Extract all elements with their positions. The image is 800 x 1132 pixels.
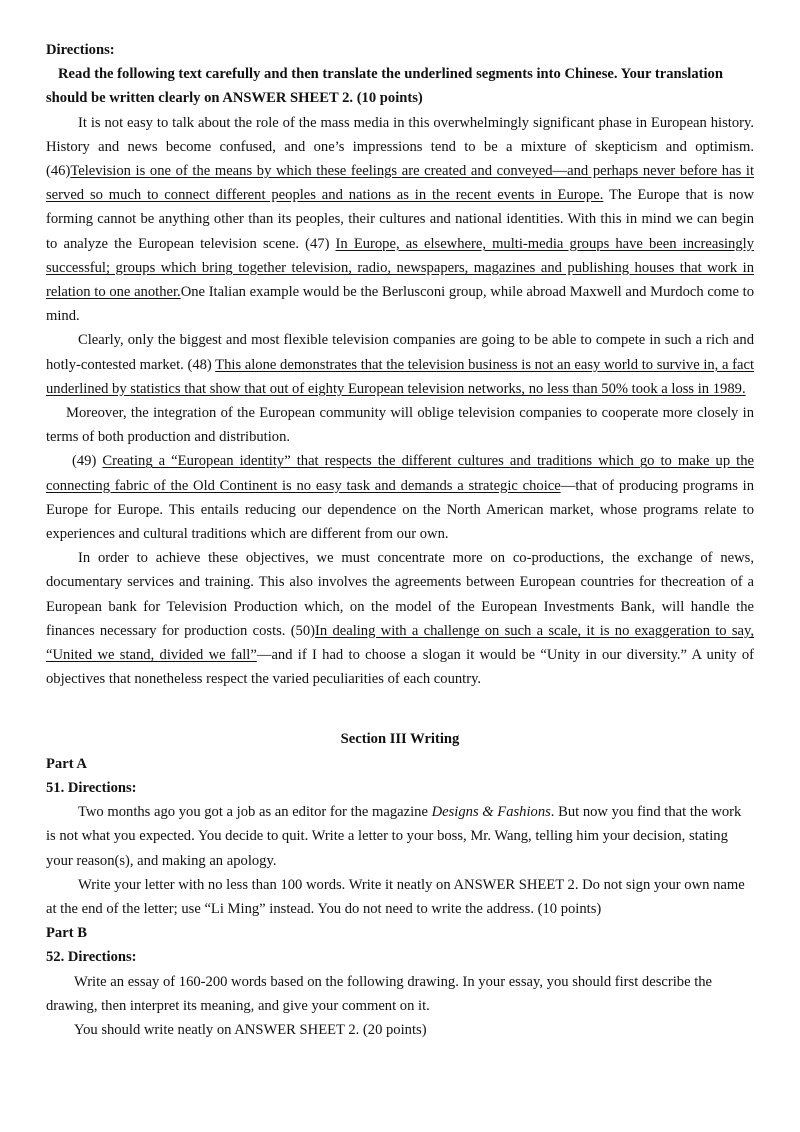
passage-paragraph-5 — [46, 546, 754, 691]
q51-text-a: Two months ago you got a job as an editor for the magazine — [78, 804, 432, 821]
p4-text-a: (49) — [72, 453, 103, 470]
p2-text-a: Clearly, only the biggest and most flexible television companies are going to be able to compete in such a rich and hotly-contested market. (48) — [46, 332, 754, 373]
section-title: Section III Writing — [340, 731, 460, 748]
passage-paragraph-4 — [46, 449, 754, 546]
magazine-title: Designs & Fashions — [431, 804, 551, 821]
q51-paragraph-1 — [46, 800, 754, 873]
underlined-segment-48: This alone demonstrates that the television business is not an easy world to survive in, a fact underlined by statistics that show that out of eighty European television networks, no less than 50% took a loss in 1989. — [46, 356, 754, 397]
p1-text-b: The Europe that is now forming cannot be anything other than its peoples, their cultures and national identities. With this in mind we can begin to analyze the European television scene. (47) — [46, 187, 754, 252]
directions-heading: Directions: — [46, 42, 115, 58]
q51-heading: 51. Directions: — [46, 779, 137, 796]
p1-text-a: It is not easy to talk about the role of the mass media in this overwhelmingly significant phase in European history. History and news become confused, and one’s impressions tend to be a mixture of skepticism and optimism. (46) — [46, 114, 754, 180]
directions-body: Read the following text carefully and then translate the underlined segments into Chinese. Your translation should be written clearly on ANSWER SHEET 2. (10 points) — [46, 66, 723, 107]
underlined-segment-47: In Europe, as elsewhere, multi-media groups have been increasingly successful; groups which bring together television, radio, newspapers, magazines and publishing houses that work in relation to one another. — [46, 235, 754, 301]
passage-paragraph-3: Moreover, the integration of the European community will oblige television companies to cooperate more closely in terms of both production and distribution. — [46, 405, 754, 446]
p5-text-b: —and if I had to choose a slogan it would be “Unity in our diversity.” A unity of objectives that nonetheless respect the varied peculiarities of each country. — [46, 647, 754, 688]
q52-heading: 52. Directions: — [46, 949, 137, 966]
p4-text-b: —that of producing programs in Europe for Europe. This entails reducing our dependence on the North American market, whose programs relate to experiences and cultural traditions which are different from our own. — [46, 477, 754, 543]
underlined-segment-49: Creating a “European identity” that respects the different cultures and traditions which go to make up the connecting fabric of the Old Continent is no easy task and demands a strategic choice — [46, 453, 754, 494]
q52-paragraph-2: You should write neatly on ANSWER SHEET 2. (20 points) — [74, 1021, 427, 1038]
q52-paragraph-1: Write an essay of 160-200 words based on the following drawing. In your essay, you should first describe the drawing, then interpret its meaning, and give your comment on it. — [46, 973, 713, 1014]
q51-text-b: . But now you find that the work is not what you expected. You decide to quit. Write a letter to your boss, Mr. Wang, telling him your decision, stating your reason(s), and making an apology. — [46, 804, 742, 869]
p1-text-c: One Italian example would be the Berlusconi group, while abroad Maxwell and Murdoch come to mind. — [46, 284, 754, 325]
passage-paragraph-1 — [46, 111, 754, 329]
underlined-segment-46: Television is one of the means by which these feelings are created and conveyed—and perhaps never before has it served so much to connect different peoples and nations as in the recent events in Europe. — [46, 163, 754, 204]
q51-paragraph-2: Write your letter with no less than 100 words. Write it neatly on ANSWER SHEET 2. Do not sign your own name at the end of the letter; use “Li Ming” instead. You do not need to write the address. (10 points) — [46, 876, 745, 917]
part-a-heading: Part A — [46, 755, 87, 772]
passage-paragraph-2 — [46, 328, 754, 401]
p5-text-a: In order to achieve these objectives, we must concentrate more on co-productions, the exchange of news, documentary services and training. This also involves the agreements between European countries for thecreation of a European bank for Television Production which, on the model of the European Investments Bank, will handle the finances necessary for production costs. (50) — [46, 550, 754, 639]
underlined-segment-50: In dealing with a challenge on such a scale, it is no exaggeration to say, “United we stand, divided we fall” — [46, 622, 755, 664]
part-b-heading: Part B — [46, 925, 87, 942]
